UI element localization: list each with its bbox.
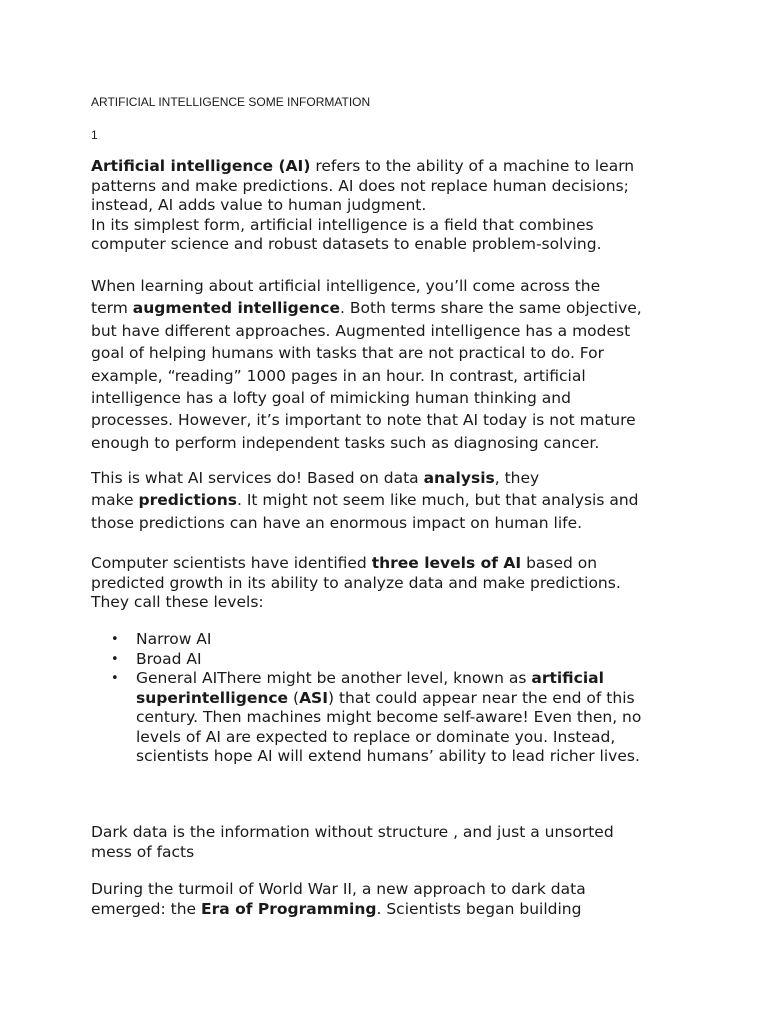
text-line: instead, AI adds value to human judgment. (91, 196, 427, 214)
text-run: emerged: the (91, 899, 201, 918)
text-line (136, 669, 681, 689)
bold-term: predictions (138, 491, 237, 510)
bold-term: analysis (423, 469, 495, 487)
bullet-icon: • (111, 671, 119, 686)
text-run: ( (288, 688, 300, 707)
paragraph-ai-services (91, 467, 681, 534)
text-line (91, 900, 681, 920)
text-line (91, 297, 681, 319)
text-line: They call these levels: (91, 593, 264, 611)
list-item (91, 669, 681, 767)
text-line: century. Then machines might become self-aware! Even then, no (136, 708, 642, 726)
text-line: mess of facts (91, 842, 195, 861)
list-item (91, 630, 681, 650)
text-line: During the turmoil of World War II, a new approach to dark data (91, 880, 586, 898)
text-line (91, 157, 681, 177)
list-item-text: Narrow AI (136, 630, 212, 648)
text-run: term (91, 299, 133, 318)
text-run: This is what AI services do! Based on data (91, 469, 424, 487)
paragraph-era-of-programming (91, 880, 681, 919)
paragraph-dark-data (91, 823, 681, 862)
bold-term: Artificial intelligence (AI) (91, 157, 311, 175)
text-line: When learning about artificial intelligence, you’ll come across the (91, 277, 601, 295)
bullet-icon: • (111, 632, 119, 647)
levels-list (91, 630, 681, 767)
text-line: In its simplest form, artificial intelligence is a field that combines (91, 215, 594, 234)
text-line (91, 554, 681, 574)
bold-term: ASI (299, 688, 328, 707)
text-line: computer science and robust datasets to enable problem-solving. (91, 235, 602, 253)
text-run: Computer scientists have identified (91, 554, 372, 572)
text-line: processes. However, it’s important to note that AI today is not mature (91, 411, 636, 430)
text-line: patterns and make predictions. AI does not replace human decisions; (91, 176, 629, 195)
bold-term: augmented intelligence (132, 299, 341, 318)
text-line: levels of AI are expected to replace or dominate you. Instead, (136, 727, 616, 746)
text-line: enough to perform independent tasks such as diagnosing cancer. (91, 433, 600, 452)
text-run: refers to the ability of a machine to learn (310, 157, 635, 175)
bold-term: superintelligence (136, 688, 289, 707)
list-item (91, 650, 681, 670)
bold-term: artificial (531, 669, 604, 687)
text-line (136, 689, 681, 709)
text-run: make (91, 491, 139, 510)
page-number: 1 (91, 128, 98, 142)
text-run: . It might not seem like much, but that analysis and (236, 491, 639, 510)
bold-term: three levels of AI (371, 554, 522, 572)
text-line: Dark data is the information without structure , and just a unsorted (91, 823, 614, 841)
page-header: ARTIFICIAL INTELLIGENCE SOME INFORMATION (91, 95, 371, 109)
text-line: predicted growth in its ability to analyze data and make predictions. (91, 573, 621, 592)
text-line: example, “reading” 1000 pages in an hour. In contrast, artificial (91, 366, 586, 385)
text-run: . Both terms share the same objective, (340, 299, 642, 318)
list-item-text: Broad AI (136, 649, 202, 668)
paragraph-augmented-intelligence (91, 275, 681, 454)
text-line: but have different approaches. Augmented intelligence has a modest (91, 321, 631, 340)
text-line (91, 467, 681, 489)
text-line: scientists hope AI will extend humans’ ability to lead richer lives. (136, 747, 640, 765)
text-run: . Scientists began building (376, 899, 582, 918)
paragraph-levels-of-ai (91, 554, 681, 613)
text-run: , they (494, 469, 540, 487)
text-run: ) that could appear near the end of this (328, 688, 635, 707)
text-line: intelligence has a lofty goal of mimicking human thinking and (91, 389, 571, 408)
bullet-icon: • (111, 651, 119, 667)
paragraph-ai-definition (91, 157, 681, 255)
text-run: based on (521, 554, 598, 572)
text-line: those predictions can have an enormous impact on human life. (91, 513, 583, 532)
text-line: goal of helping humans with tasks that are not practical to do. For (91, 344, 605, 363)
text-run: General AIThere might be another level, known as (136, 669, 532, 687)
text-line (91, 489, 681, 511)
bold-term: Era of Programming (201, 899, 377, 918)
